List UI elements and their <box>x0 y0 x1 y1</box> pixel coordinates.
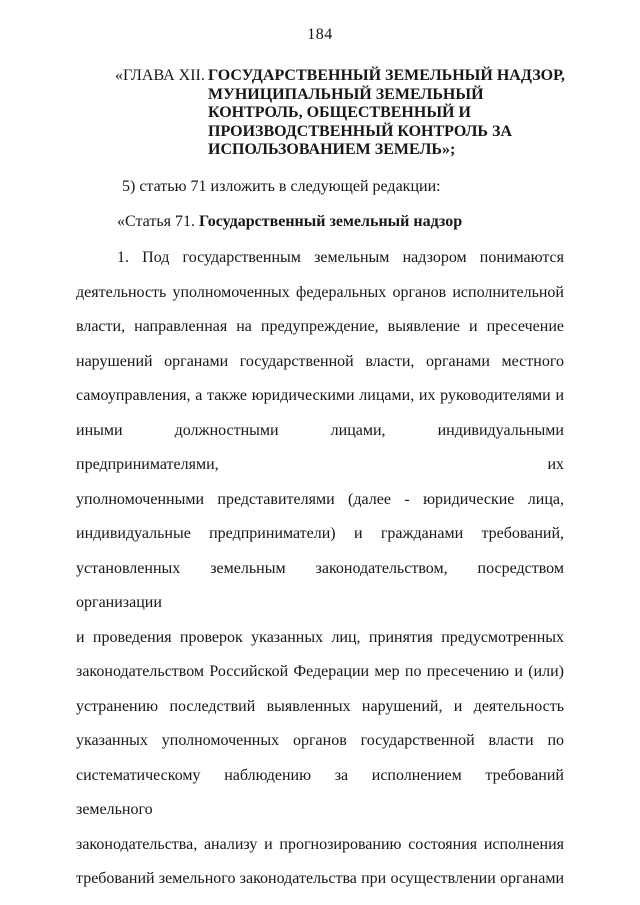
paragraph-line: деятельность уполномоченных федеральных органов исполнительной <box>76 283 564 301</box>
article-paragraph <box>76 241 564 897</box>
paragraph-line: нарушений органами государственной власти, органами местного <box>76 352 564 370</box>
paragraph-line: устранению последствий выявленных нарушений, и деятельность <box>76 697 564 715</box>
paragraph-line: указанных уполномоченных органов государственной власти по <box>76 732 564 749</box>
paragraph-line: уполномоченными представителями (далее - юридические лица, <box>76 490 564 508</box>
chapter-heading-line: КОНТРОЛЬ, ОБЩЕСТВЕННЫЙ И <box>208 104 471 121</box>
chapter-heading <box>115 67 570 160</box>
paragraph-line: самоуправления, а также юридическими лицами, их руководителями и <box>76 387 564 404</box>
chapter-heading-line: ПРОИЗВОДСТВЕННЫЙ КОНТРОЛЬ ЗА <box>208 122 512 140</box>
paragraph-line: иными должностными лицами, индивидуальными предпринимателями, их <box>76 421 564 473</box>
chapter-heading-title <box>208 67 565 160</box>
chapter-heading-line: ГОСУДАРСТВЕННЫЙ ЗЕМЕЛЬНЫЙ НАДЗОР, <box>208 67 565 84</box>
chapter-heading-line: ИСПОЛЬЗОВАНИЕМ ЗЕМЕЛЬ»; <box>208 141 456 158</box>
chapter-heading-label: «ГЛАВА XII. <box>115 67 205 84</box>
paragraph-line: требований земельного законодательства при осуществлении органами <box>76 870 564 887</box>
amendment-intro: 5) статью 71 изложить в следующей редакции: <box>122 178 441 195</box>
article-heading <box>76 212 564 232</box>
paragraph-line: 1. Под государственным земельным надзором понимаются <box>117 249 564 266</box>
page-number: 184 <box>307 26 333 43</box>
paragraph-line: индивидуальные предприниматели) и гражданами требований, <box>76 525 564 542</box>
paragraph-line: власти, направленная на предупреждение, выявление и пресечение <box>76 318 564 335</box>
paragraph-line: законодательства, анализу и прогнозированию состояния исполнения <box>76 835 564 853</box>
chapter-heading-line: МУНИЦИПАЛЬНЫЙ ЗЕМЕЛЬНЫЙ <box>208 85 484 103</box>
article-heading-title: Государственный земельный надзор <box>198 213 463 230</box>
paragraph-line: установленных земельным законодательством, посредством организации <box>76 559 564 611</box>
paragraph-line: систематическому наблюдению за исполнением требований земельного <box>76 766 564 818</box>
article-heading-prefix: «Статья 71. <box>117 213 199 230</box>
paragraph-line: и проведения проверок указанных лиц, принятия предусмотренных <box>76 628 564 646</box>
paragraph-line: законодательством Российской Федерации мер по пресечению и (или) <box>76 663 564 680</box>
